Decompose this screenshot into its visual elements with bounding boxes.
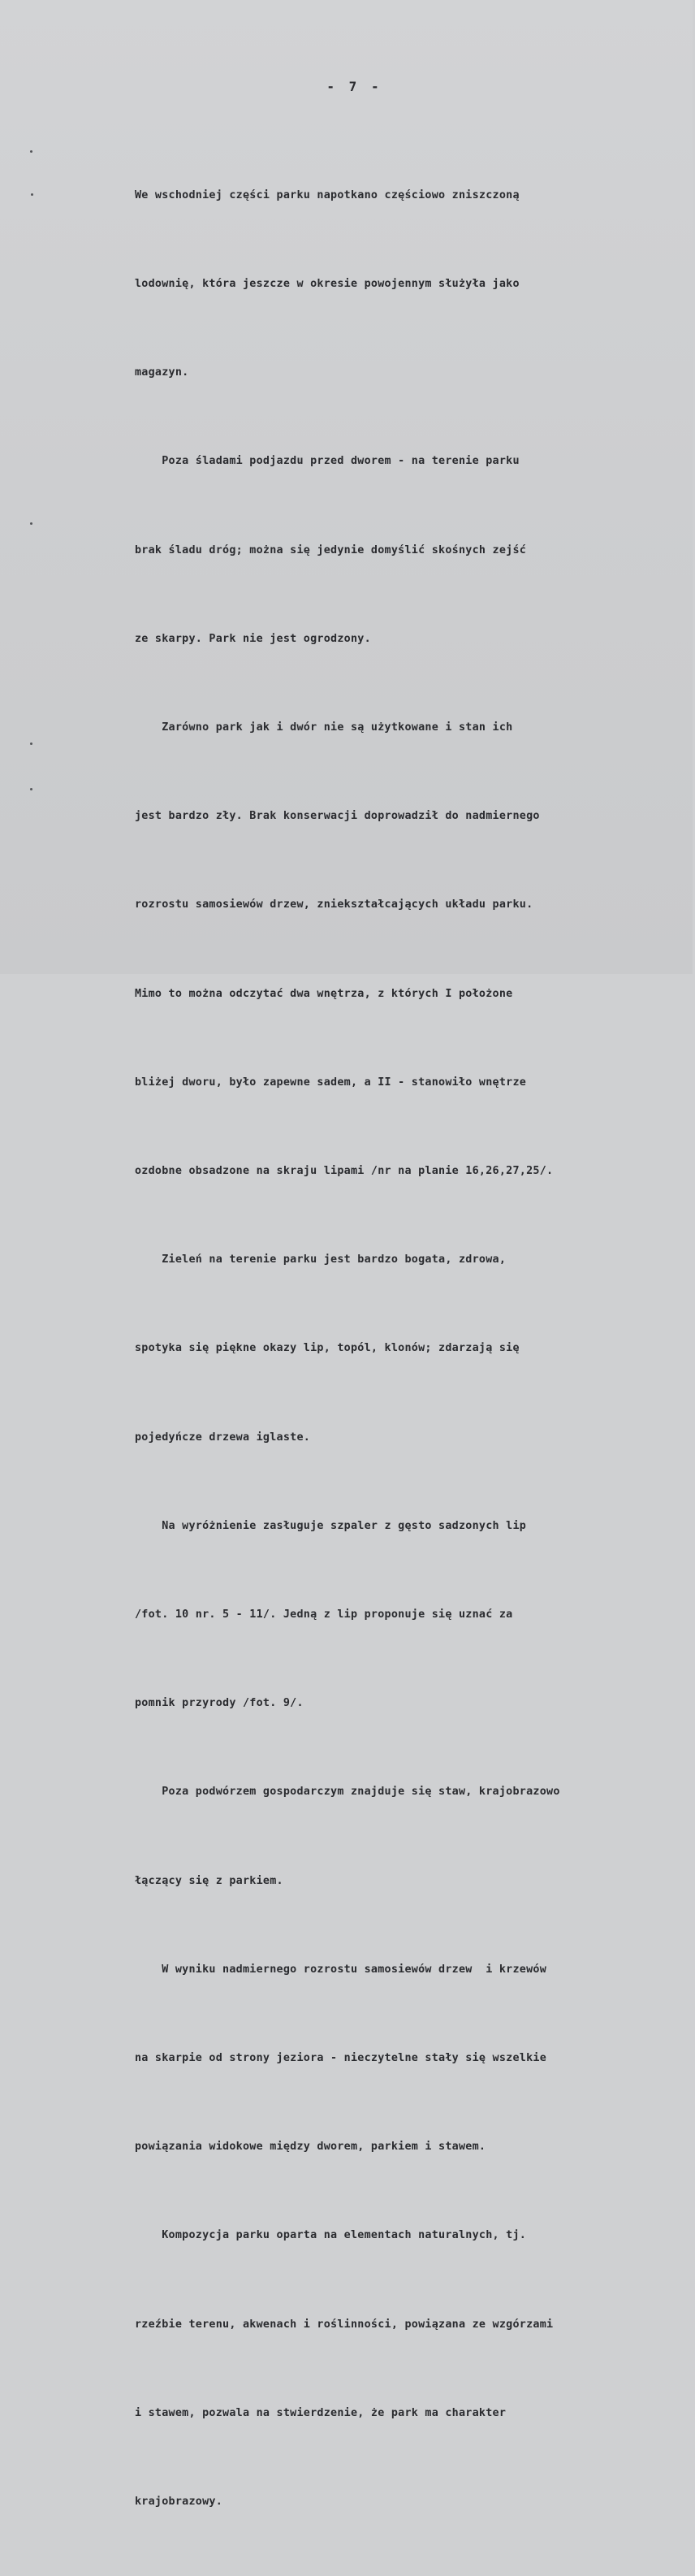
text-line: krajobrazowy. xyxy=(135,2496,223,2509)
text-line: łączący się z parkiem. xyxy=(135,1874,283,1887)
text-line: rzeźbie terenu, akwenach i roślinności, powiązana ze wzgórzami xyxy=(135,2318,554,2331)
text-line: Zarówno park jak i dwór nie są użytkowane i stan ich xyxy=(135,721,513,734)
text-line: jest bardzo zły. Brak konserwacji doprowadził do nadmiernego xyxy=(135,810,540,823)
margin-mark xyxy=(30,788,32,790)
text-line: bliżej dworu, było zapewne sadem, a II - stanowiło wnętrze xyxy=(135,1076,527,1089)
margin-mark xyxy=(30,150,32,153)
text-line: brak śladu dróg; można się jedynie domyślić skośnych zejść xyxy=(135,543,527,556)
text-line: lodownię, która jeszcze w okresie powojennym służyła jako xyxy=(135,278,520,291)
text-line: pojedyńcze drzewa iglaste. xyxy=(135,1431,311,1444)
text-line: spotyka się piękne okazy lip, topól, klonów; zdarzają się xyxy=(135,1342,520,1355)
text-line: We wschodniej części parku napotkano częściowo zniszczoną xyxy=(135,188,520,201)
text-line: W wyniku nadmiernego rozrostu samosiewów drzew i krzewów xyxy=(135,1963,547,1976)
text-line: rozrostu samosiewów drzew, zniekształcających układu parku. xyxy=(135,898,533,911)
text-line: na skarpie od strony jeziora - nieczytelne stały się wszelkie xyxy=(135,2052,547,2065)
body-text xyxy=(135,122,695,2576)
text-line: Zieleń na terenie parku jest bardzo bogata, zdrowa, xyxy=(135,1253,507,1266)
margin-mark xyxy=(30,522,32,525)
text-line: powiązania widokowe między dworem, parkiem i stawem. xyxy=(135,2141,486,2154)
text-line: ozdobne obsadzone na skraju lipami /nr na planie 16,26,27,25/. xyxy=(135,1165,554,1178)
text-line: i stawem, pozwala na stwierdzenie, że park ma charakter xyxy=(135,2406,507,2419)
text-line: /fot. 10 nr. 5 - 11/. Jedną z lip proponuje się uznać za xyxy=(135,1608,513,1621)
page-number: - 7 - xyxy=(326,79,382,94)
text-line: pomnik przyrody /fot. 9/. xyxy=(135,1697,304,1710)
text-line: Poza śladami podjazdu przed dworem - na terenie parku xyxy=(135,455,520,468)
text-line: Kompozycja parku oparta na elementach naturalnych, tj. xyxy=(135,2229,527,2242)
text-line: Mimo to można odczytać dwa wnętrza, z których I położone xyxy=(135,987,513,1000)
text-line: Na wyróżnienie zasługuje szpaler z gęsto sadzonych lip xyxy=(135,1519,527,1532)
margin-mark xyxy=(30,742,32,745)
text-line: magazyn. xyxy=(135,366,189,379)
margin-mark xyxy=(31,193,33,196)
text-line: Poza podwórzem gospodarczym znajduje się staw, krajobrazowo xyxy=(135,1786,560,1799)
text-line: ze skarpy. Park nie jest ogrodzony. xyxy=(135,632,371,645)
